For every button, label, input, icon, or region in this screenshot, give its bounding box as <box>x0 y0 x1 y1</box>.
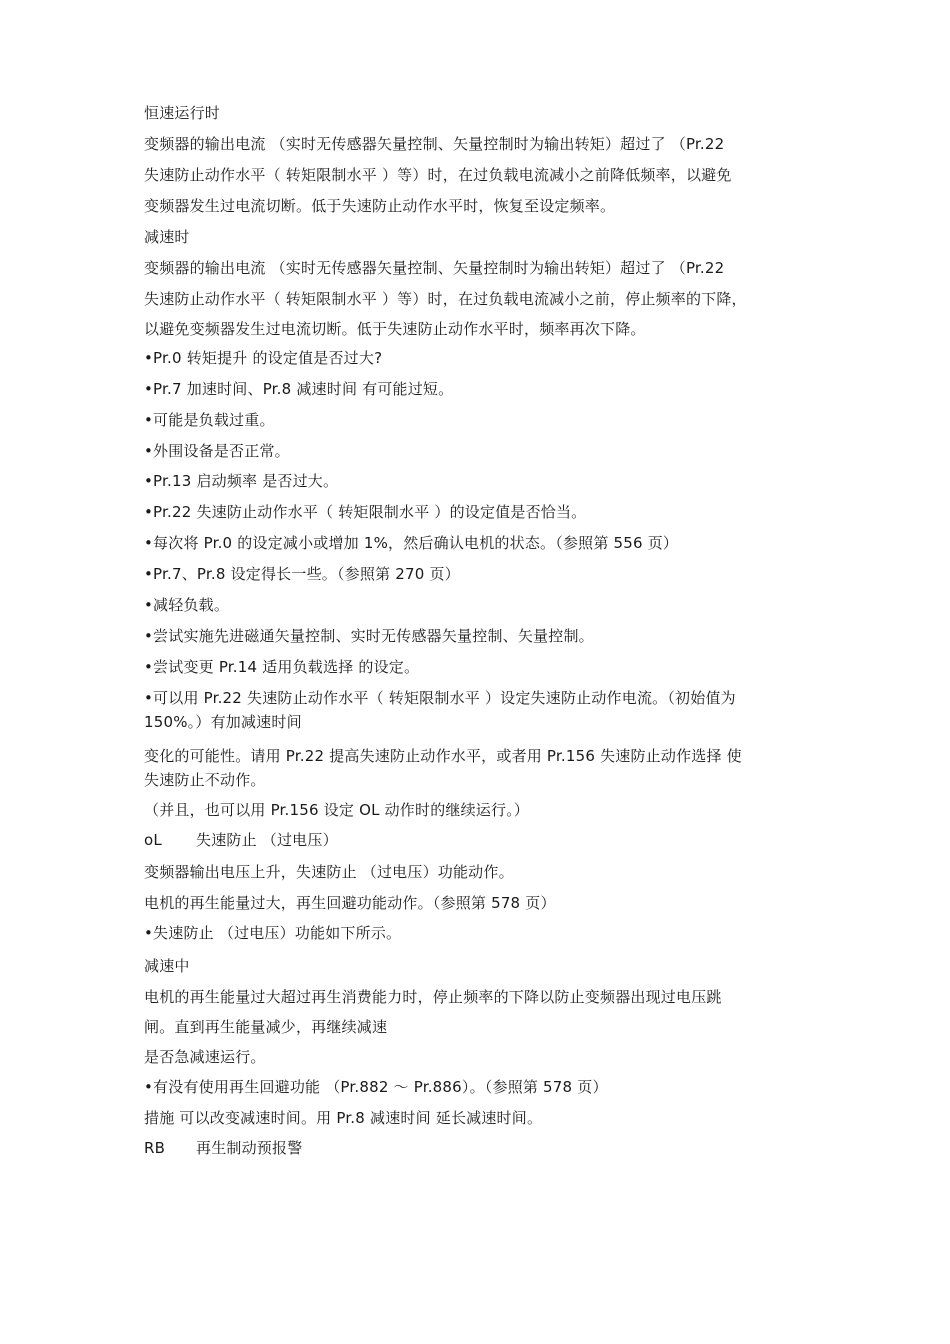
text-line: 闸。直到再生能量减少，再继续减速 <box>144 1018 388 1036</box>
bullet-item: •减轻负载。 <box>144 596 230 614</box>
text-line: 减速中 <box>144 957 190 975</box>
error-code-heading <box>144 829 814 851</box>
text-line: 措施 可以改变减速时间。用 Pr.8 减速时间 延长减速时间。 <box>144 1109 543 1127</box>
error-code: RB <box>144 1139 166 1157</box>
bullet-item: •可能是负载过重。 <box>144 411 275 429</box>
bullet-item: •Pr.7 加速时间、Pr.8 减速时间 有可能过短。 <box>144 380 454 398</box>
bullet-item: •Pr.0 转矩提升 的设定值是否过大? <box>144 349 383 367</box>
text-line: 失速防止动作水平（ 转矩限制水平 ）等）时，在过负载电流减小之前，停止频率的下降， <box>144 290 747 308</box>
text-line: 失速防止不动作。 <box>144 771 266 789</box>
text-line: 电机的再生能量过大，再生回避功能动作。（参照第 578 页） <box>144 894 556 912</box>
text-line: 是否急减速运行。 <box>144 1048 266 1066</box>
text-line: 减速时 <box>144 228 190 246</box>
bullet-item: •Pr.13 启动频率 是否过大。 <box>144 472 339 490</box>
bullet-item: •失速防止 （过电压）功能如下所示。 <box>144 924 402 942</box>
error-code-heading <box>144 1137 814 1159</box>
bullet-item: •可以用 Pr.22 失速防止动作水平（ 转矩限制水平 ）设定失速防止动作电流。（初始值为 <box>144 689 736 707</box>
bullet-item: •尝试实施先进磁通矢量控制、实时无传感器矢量控制、矢量控制。 <box>144 627 594 645</box>
bullet-item: •每次将 Pr.0 的设定减小或增加 1%，然后确认电机的状态。（参照第 556 页） <box>144 534 679 552</box>
text-line: 电机的再生能量过大超过再生消费能力时，停止频率的下降以防止变频器出现过电压跳 <box>144 988 722 1006</box>
text-line: （并且，也可以用 Pr.156 设定 OL 动作时的继续运行。） <box>144 801 530 819</box>
text-line: 变频器发生过电流切断。低于失速防止动作水平时，恢复至设定频率。 <box>144 197 616 215</box>
text-line: 150%。）有加减速时间 <box>144 713 302 731</box>
text-line: 变频器的输出电流 （实时无传感器矢量控制、矢量控制时为输出转矩）超过了 （Pr.22 <box>144 135 725 153</box>
bullet-item: •Pr.7、Pr.8 设定得长一些。（参照第 270 页） <box>144 565 460 583</box>
error-title: 失速防止 （过电压） <box>196 831 338 849</box>
text-line: 恒速运行时 <box>144 104 221 122</box>
bullet-item: •有没有使用再生回避功能 （Pr.882 ～ Pr.886）。（参照第 578 页） <box>144 1078 608 1096</box>
bullet-item: •外围设备是否正常。 <box>144 442 290 460</box>
text-line: 变频器输出电压上升，失速防止 （过电压）功能动作。 <box>144 863 514 881</box>
error-code: oL <box>144 831 162 849</box>
text-line: 以避免变频器发生过电流切断。低于失速防止动作水平时，频率再次下降。 <box>144 320 646 338</box>
text-line: 失速防止动作水平（ 转矩限制水平 ）等）时，在过负载电流减小之前降低频率，以避免 <box>144 166 732 184</box>
text-line: 变频器的输出电流 （实时无传感器矢量控制、矢量控制时为输出转矩）超过了 （Pr.22 <box>144 259 725 277</box>
bullet-item: •尝试变更 Pr.14 适用负载选择 的设定。 <box>144 658 420 676</box>
bullet-item: •Pr.22 失速防止动作水平（ 转矩限制水平 ）的设定值是否恰当。 <box>144 503 587 521</box>
text-line: 变化的可能性。请用 Pr.22 提高失速防止动作水平，或者用 Pr.156 失速防止动作选择 使 <box>144 747 742 765</box>
error-title: 再生制动预报警 <box>196 1139 303 1157</box>
